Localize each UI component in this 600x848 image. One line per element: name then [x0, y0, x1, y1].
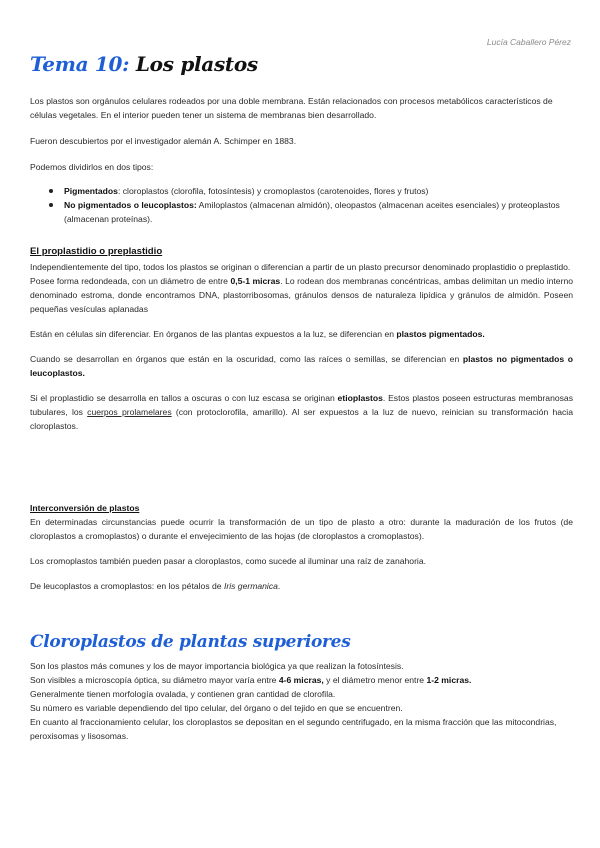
section-heading-interconversion: Interconversión de plastos — [30, 503, 140, 513]
list-item-text: Amiloplastos (almacenan almidón), oleopastos (almacenan aceites esenciales) y proteoplastos (almacenan proteínas). — [64, 200, 560, 224]
text-run-bold: plastos no pigmentados o leucoplastos. — [30, 354, 573, 378]
plastid-types-list — [30, 184, 573, 226]
cloroplastos-line-2 — [30, 673, 573, 687]
section-title-cloroplastos: Cloroplastos de plantas superiores — [30, 632, 351, 652]
list-item — [30, 198, 573, 226]
intro-paragraph-3: Podemos dividirlos en dos tipos: — [30, 162, 154, 172]
page-title — [30, 52, 258, 76]
text-run: De leucoplastos a cromoplastos: en los pétalos de — [30, 581, 224, 591]
intro-paragraph-2: Fueron descubiertos por el investigador alemán A. Schimper en 1883. — [30, 136, 297, 146]
intro-paragraph-1: Los plastos son orgánulos celulares rodeados por una doble membrana. Están relacionados con procesos metabólicos característicos de células vegetales. En el interior pueden tener un sistema de membranas bien desarrollado. — [30, 96, 553, 120]
text-run: Son visibles a microscopía óptica, su diámetro mayor varía entre — [30, 675, 279, 685]
interconversion-section — [30, 501, 573, 593]
author-name: Lucía Caballero Pérez — [486, 37, 571, 47]
text-run-underlined: cuerpos prolamelares — [87, 407, 172, 417]
text-run: . Estos plastos poseen estructuras membranosas tubulares, los — [30, 393, 573, 417]
text-run-bold: plastos pigmentados. — [396, 329, 485, 339]
proplastidio-paragraph-2 — [30, 274, 573, 316]
cloroplastos-line-5: En cuanto al fraccionamiento celular, los cloroplastos se depositan en el segundo centrifugado, en la misma fracción que las mitocondrias, peroxisomas y lisosomas. — [30, 717, 557, 741]
text-run: . Lo rodean dos membranas concéntricas, ambas delimitan un medio interno denominado estroma, donde encontramos DNA, plastorribosomas, gránulos densos de naturaleza lipídica y gránulos de almidón. Poseen pequeñas vesículas aplanadas — [30, 276, 574, 314]
interconversion-paragraph-2: Los cromoplastos también pueden pasar a cloroplastos, como sucede al iluminar una raíz de zanahoria. — [30, 556, 427, 566]
intro-section — [30, 94, 573, 226]
proplastidio-paragraph-5 — [30, 391, 573, 433]
text-run: y el diámetro menor entre — [323, 675, 427, 685]
interconversion-paragraph-3 — [30, 579, 573, 593]
text-run: Posee forma redondeada, con un diámetro de entre — [30, 276, 231, 286]
cloroplastos-line-3: Generalmente tienen morfología ovalada, y contienen gran cantidad de clorofila. — [30, 689, 336, 699]
title-prefix: Tema 10: — [30, 52, 130, 76]
list-item — [30, 184, 573, 198]
text-run: . — [277, 581, 281, 591]
text-run-bold: etioplastos — [337, 393, 383, 403]
text-run: Están en células sin diferenciar. En órganos de las plantas expuestos a la luz, se diferencian en — [30, 329, 397, 339]
text-run-bold: 0,5-1 micras — [230, 276, 281, 286]
cloroplastos-section — [30, 659, 573, 743]
interconversion-paragraph-1: En determinadas circunstancias puede ocurrir la transformación de un tipo de plasto a otro: durante la maduración de los frutos (de cloroplastos a cromoplastos) o durante el envejecimiento de las hojas (de cloroplastos a cromoplastos). — [30, 517, 573, 541]
title-main-text: Los plastos — [135, 52, 258, 76]
proplastidio-paragraph-3 — [30, 327, 573, 341]
text-run: (con protoclorofila, amarillo). Al ser expuestos a la luz de nuevo, reinician su transformación hacia cloroplastos. — [30, 407, 573, 431]
list-item-text: : cloroplastos (clorofila, fotosíntesis) y cromoplastos (carotenoides, flores y frutos) — [117, 186, 429, 196]
section-heading-proplastidio: El proplastidio o preplastidio — [30, 246, 163, 257]
text-run: Si el proplastidio se desarrolla en tallos a oscuras o con luz escasa se originan — [30, 393, 338, 403]
cloroplastos-line-4: Su número es variable dependiendo del tipo celular, del órgano o del tejido en que se encuentren. — [30, 703, 403, 713]
list-item-label: No pigmentados o leucoplastos: — [64, 200, 197, 210]
text-run: Cuando se desarrollan en órganos que están en la oscuridad, como las raíces o semillas, se diferencian en — [30, 354, 463, 364]
list-item-label: Pigmentados — [64, 186, 118, 196]
text-run-bold: 1-2 micras. — [426, 675, 472, 685]
proplastidio-paragraph-4 — [30, 352, 573, 380]
text-run-bold: 4-6 micras, — [278, 675, 324, 685]
text-run-italic: Iris germanica — [223, 581, 278, 591]
proplastidio-section — [30, 245, 573, 433]
cloroplastos-line-1: Son los plastos más comunes y los de mayor importancia biológica ya que realizan la fotosíntesis. — [30, 661, 404, 671]
proplastidio-paragraph-1: Independientemente del tipo, todos los plastos se originan o diferencian a partir de un plasto precursor denominado proplastidio o preplastido. — [30, 262, 571, 272]
